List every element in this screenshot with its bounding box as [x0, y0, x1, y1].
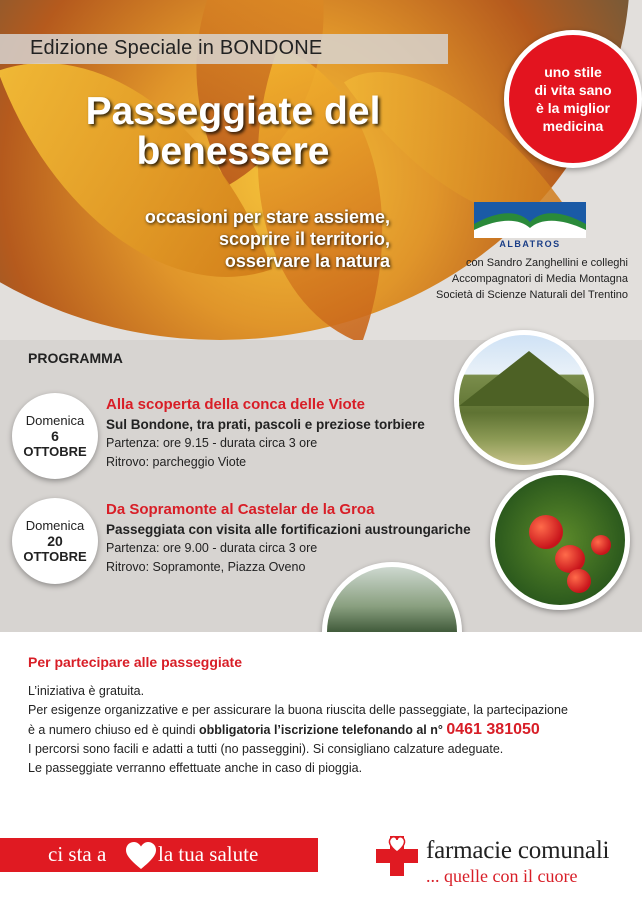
- credit-line: Accompagnatori di Media Montagna: [451, 273, 628, 285]
- organizer-credits: [420, 255, 628, 303]
- brand-tagline: ... quelle con il cuore: [426, 866, 578, 886]
- credit-line: con Sandro Zanghellini e colleghi: [465, 257, 628, 269]
- berry-shape: [567, 569, 591, 593]
- info-line-text: è a numero chiuso ed è quindi: [28, 723, 199, 737]
- event-subtitle: Sul Bondone, tra prati, pascoli e preziose torbiere: [106, 417, 425, 432]
- edition-label: Edizione Speciale in BONDONE: [30, 37, 323, 59]
- health-badge: [504, 30, 642, 168]
- event-month: OTTOBRE: [23, 549, 87, 564]
- event-item: [106, 395, 466, 472]
- page-title: [48, 92, 418, 172]
- event-meeting-point: Ritrovo: Sopramonte, Piazza Oveno: [106, 560, 306, 574]
- brand-name: farmacie comunali: [426, 837, 610, 864]
- phone-number: 0461 381050: [446, 721, 540, 738]
- event-title: Da Sopramonte al Castelar de la Groa: [106, 501, 375, 518]
- badge-line: uno stile: [544, 64, 602, 80]
- berry-shape: [591, 535, 611, 555]
- info-line-bold: obbligatoria l’iscrizione telefonando al n°: [198, 723, 443, 737]
- subtitle-line: osservare la natura: [224, 251, 390, 271]
- participation-heading: Per partecipare alle passeggiate: [28, 654, 242, 670]
- albatros-logo: [474, 202, 586, 250]
- event-day-of-week: Domenica: [25, 518, 85, 533]
- info-line: Per esigenze organizzative e per assicurare la buona riuscita delle passeggiate, la partecipazione: [28, 703, 568, 717]
- berry-shape: [529, 515, 563, 549]
- title-line: Passeggiate del: [85, 90, 381, 133]
- event-day-of-week: Domenica: [25, 413, 85, 428]
- participation-text: [28, 682, 628, 778]
- slogan-text-right: la tua salute: [158, 842, 259, 866]
- event-title: Alla scoperta della conca delle Viote: [106, 396, 365, 413]
- badge-line: medicina: [542, 118, 604, 134]
- mountain-photo: [454, 330, 594, 470]
- pharmacy-cross-icon: [376, 832, 418, 876]
- logo-text: ALBATROS: [499, 239, 561, 249]
- event-meeting-point: Ritrovo: parcheggio Viote: [106, 455, 247, 469]
- rosehip-berries-photo: [490, 470, 630, 610]
- slogan-text-left: ci sta a: [48, 842, 107, 866]
- event-subtitle: Passeggiata con visita alle fortificazioni austroungariche: [106, 522, 471, 537]
- badge-line: è la miglior: [536, 100, 610, 116]
- event-day: 6: [51, 428, 59, 444]
- event-date-badge: [12, 393, 98, 479]
- event-day: 20: [47, 533, 63, 549]
- event-month: OTTOBRE: [23, 444, 87, 459]
- subtitle-line: scoprire il territorio,: [218, 229, 390, 249]
- mountain-peak: [459, 351, 594, 406]
- info-line: L’iniziativa è gratuita.: [28, 684, 145, 698]
- credit-line: Società di Scienze Naturali del Trentino: [436, 289, 628, 301]
- page-subtitle: [70, 206, 390, 272]
- subtitle-line: occasioni per stare assieme,: [144, 207, 390, 227]
- heart-icon: [126, 842, 156, 870]
- wave-icon: [474, 202, 586, 238]
- info-line: I percorsi sono facili e adatti a tutti (no passeggini). Si consigliano calzature adeguate.: [28, 742, 504, 756]
- title-line: benessere: [136, 130, 330, 173]
- program-heading: PROGRAMMA: [28, 350, 123, 366]
- event-date-badge: [12, 498, 98, 584]
- badge-text: [518, 63, 628, 135]
- logo-emblem: [474, 202, 586, 238]
- event-departure: Partenza: ore 9.15 - durata circa 3 ore: [106, 436, 318, 450]
- info-line: Le passeggiate verranno effettuate anche in caso di pioggia.: [28, 761, 363, 775]
- event-departure: Partenza: ore 9.00 - durata circa 3 ore: [106, 541, 318, 555]
- info-line: [28, 720, 628, 740]
- badge-line: di vita sano: [534, 82, 612, 98]
